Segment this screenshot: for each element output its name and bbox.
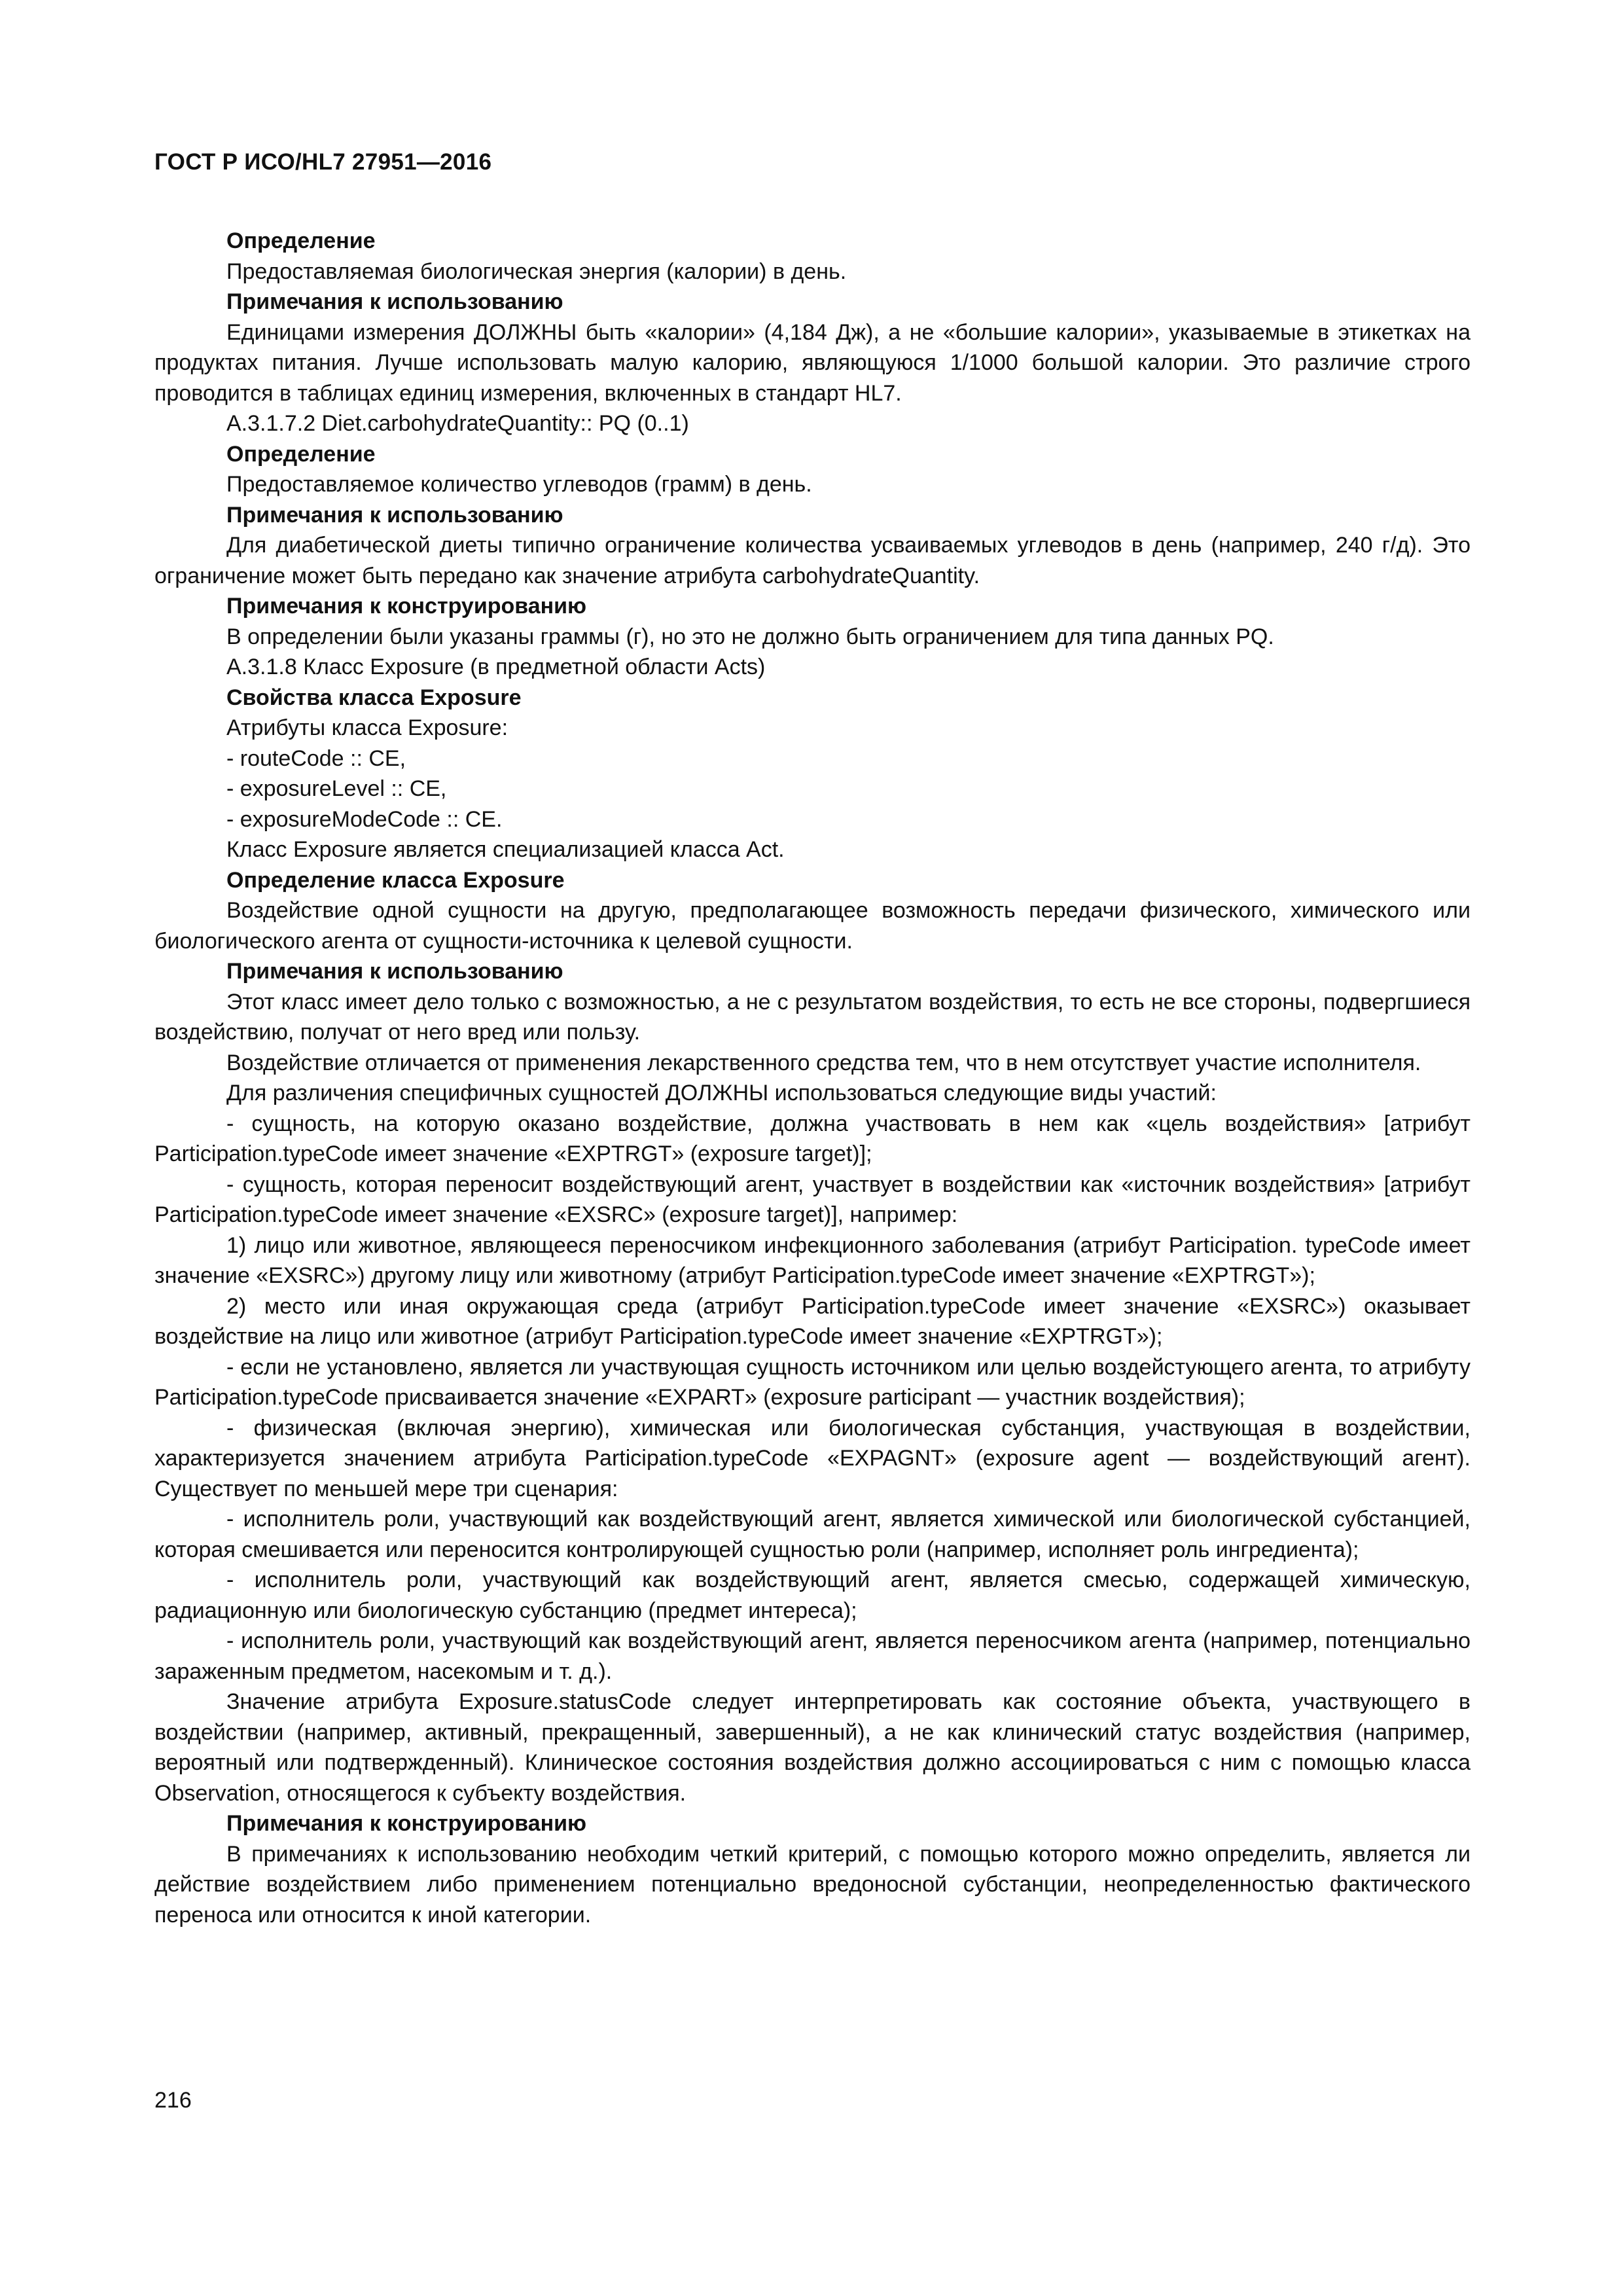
section-heading: Примечания к конструированию <box>226 594 587 619</box>
section-heading: Примечания к конструированию <box>226 1811 587 1836</box>
paragraph: - сущность, которая переносит воздействующий агент, участвует в воздействии как «источник воздействия» [атрибут Participation.typeCode имеет значение «EXSRC» (exposure target)], например: <box>154 1172 1471 1227</box>
section-heading: Определение <box>226 441 376 467</box>
paragraph: В примечаниях к использованию необходим четкий критерий, с помощью которого можно определить, является ли действие воздействием либо применением потенциально вредоносной субстанции, неопределенностью фактического переноса или относится к иной категории. <box>154 1841 1471 1928</box>
paragraph: Единицами измерения ДОЛЖНЫ быть «калории» (4,184 Дж), а не «большие калории», указываемые в этикетках на продуктах питания. Лучше использовать малую калорию, являющуюся 1/1000 большой калории. Это различие строго проводится в таблицах единиц измерения, включенных в стандарт HL7. <box>154 319 1471 406</box>
document-body <box>154 226 1471 1930</box>
paragraph: Значение атрибута Exposure.statusCode следует интерпретировать как состояние объекта, участвующего в воздействии (например, активный, прекращенный, завершенный), а не как клинический статус воздействия (например, вероятный или подтвержденный). Клиническое состояния воздействия должно ассоциироваться с ним с помощью класса Observation, относящегося к субъекту воздействия. <box>154 1689 1471 1806</box>
section-heading: Определение <box>226 228 376 253</box>
paragraph: 2) место или иная окружающая среда (атрибут Participation.typeCode имеет значение «EXSRC») оказывает воздействие на лицо или животное (атрибут Participation.typeCode имеет значение «EXPTRGT»); <box>154 1293 1471 1349</box>
section-heading: Примечания к использованию <box>226 289 563 314</box>
paragraph: Для различения специфичных сущностей ДОЛЖНЫ использоваться следующие виды участий: <box>226 1081 1217 1105</box>
paragraph: - исполнитель роли, участвующий как воздействующий агент, является химической или биологической субстанцией, которая смешивается или переносится контролирующей сущностью роли (например, исполняет роль ингредиента); <box>154 1507 1471 1562</box>
section-heading: Свойства класса Exposure <box>226 685 522 710</box>
document-header: ГОСТ Р ИСО/HL7 27951—2016 <box>154 149 492 175</box>
paragraph: - сущность, на которую оказано воздействие, должна участвовать в нем как «цель воздействия» [атрибут Participation.typeCode имеет значение «EXPTRGT» (exposure target)]; <box>154 1111 1471 1166</box>
paragraph: - если не установлено, является ли участвующая сущность источником или целью воздейстующего агента, то атрибуту Participation.typeCode присваивается значение «EXPART» (exposure participant — участник воздействия); <box>154 1354 1471 1410</box>
paragraph: - routeCode :: CE, <box>226 745 406 771</box>
paragraph: А.3.1.7.2 Diet.carbohydrateQuantity:: PQ (0..1) <box>226 411 689 436</box>
paragraph: В определении были указаны граммы (г), но это не должно быть ограничением для типа данных PQ. <box>226 624 1274 649</box>
paragraph: Воздействие одной сущности на другую, предполагающее возможность передачи физического, химического или биологического агента от сущности-источника к целевой сущности. <box>154 898 1471 954</box>
paragraph: Для диабетической диеты типично ограничение количества усваиваемых углеводов в день (например, 240 г/д). Это ограничение может быть передано как значение атрибута carbohydrateQuantity. <box>154 533 1471 588</box>
paragraph: Предоставляемая биологическая энергия (калории) в день. <box>226 259 847 284</box>
paragraph: - исполнитель роли, участвующий как воздействующий агент, является смесью, содержащей химическую, радиационную или биологическую субстанцию (предмет интереса); <box>154 1568 1471 1623</box>
section-heading: Примечания к использованию <box>226 959 563 984</box>
paragraph: Этот класс имеет дело только с возможностью, а не с результатом воздействия, то есть не все стороны, подвергшиеся воздействию, получат от него вред или пользу. <box>154 989 1471 1045</box>
page-number: 216 <box>154 2088 192 2113</box>
paragraph: - физическая (включая энергию), химическая или биологическая субстанция, участвующая в воздействии, характеризуется значением атрибута Participation.typeCode «EXPAGNT» (exposure agent — воздействующий агент). Существует по меньшей мере три сценария: <box>154 1415 1471 1501</box>
paragraph: Воздействие отличается от применения лекарственного средства тем, что в нем отсутствует участие исполнителя. <box>226 1050 1421 1075</box>
section-heading: Примечания к использованию <box>226 502 563 528</box>
section-heading: Определение класса Exposure <box>226 867 565 893</box>
paragraph: - exposureModeCode :: CE. <box>226 806 503 832</box>
paragraph: - exposureLevel :: CE, <box>226 776 447 801</box>
paragraph: А.3.1.8 Класс Exposure (в предметной области Acts) <box>226 655 766 679</box>
paragraph: Предоставляемое количество углеводов (грамм) в день. <box>226 472 812 497</box>
paragraph: - исполнитель роли, участвующий как воздействующий агент, является переносчиком агента (например, потенциально зараженным предметом, насекомым и т. д.). <box>154 1628 1471 1684</box>
paragraph: Класс Exposure является специализацией класса Act. <box>226 837 785 862</box>
paragraph: Атрибуты класса Exposure: <box>226 715 508 740</box>
paragraph: 1) лицо или животное, являющееся переносчиком инфекционного заболевания (атрибут Participation. typeCode имеет значение «EXSRC») другому лицу или животному (атрибут Participation.typeCode имеет значение «EXPTRGT»); <box>154 1232 1471 1288</box>
